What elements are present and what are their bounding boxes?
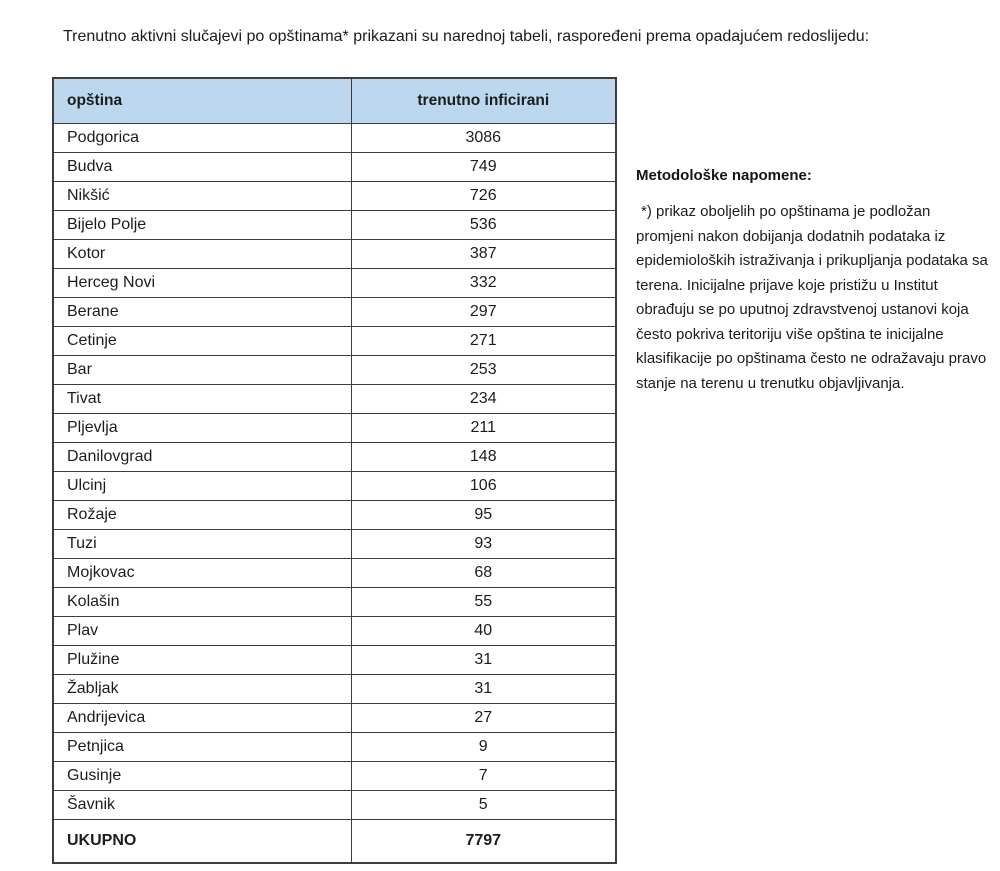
municipality-cell: Plav <box>53 617 351 646</box>
active-cases-table <box>52 77 617 864</box>
table-row <box>53 182 616 211</box>
notes-body: *) prikaz oboljelih po opštinama je podložan promjeni nakon dobijanja dodatnih podataka iz epidemioloških istraživanja i prikupljanja podataka sa terena. Inicijalne prijave koje pristižu u Institut obrađuju se po uputnoj zdravstvenoj ustanovi koja često pokriva teritoriju više opština te inicijalne klasifikacije po opštinama često ne odražavaju pravo stanje na terenu u trenutku objavljivanja. <box>636 203 988 392</box>
table-row <box>53 211 616 240</box>
municipality-cell: Šavnik <box>53 791 351 820</box>
table-row <box>53 472 616 501</box>
total-value: 7797 <box>351 820 616 864</box>
count-cell: 387 <box>351 240 616 269</box>
table-row <box>53 559 616 588</box>
count-cell: 55 <box>351 588 616 617</box>
municipality-cell: Rožaje <box>53 501 351 530</box>
table-row <box>53 327 616 356</box>
count-cell: 253 <box>351 356 616 385</box>
municipality-cell: Herceg Novi <box>53 269 351 298</box>
count-cell: 95 <box>351 501 616 530</box>
count-cell: 749 <box>351 153 616 182</box>
count-cell: 3086 <box>351 124 616 153</box>
table-row <box>53 588 616 617</box>
count-cell: 536 <box>351 211 616 240</box>
table-row <box>53 704 616 733</box>
table-body <box>53 124 616 820</box>
count-cell: 297 <box>351 298 616 327</box>
table-row <box>53 675 616 704</box>
table-row <box>53 617 616 646</box>
table-row <box>53 385 616 414</box>
count-cell: 68 <box>351 559 616 588</box>
municipality-cell: Podgorica <box>53 124 351 153</box>
notes-heading: Metodološke napomene: <box>636 167 812 184</box>
municipality-cell: Ulcinj <box>53 472 351 501</box>
municipality-cell: Petnjica <box>53 733 351 762</box>
table-row <box>53 791 616 820</box>
count-cell: 271 <box>351 327 616 356</box>
municipality-cell: Mojkovac <box>53 559 351 588</box>
table-row <box>53 124 616 153</box>
count-cell: 726 <box>351 182 616 211</box>
count-cell: 31 <box>351 646 616 675</box>
table-row <box>53 414 616 443</box>
municipality-cell: Pljevlja <box>53 414 351 443</box>
municipality-cell: Tivat <box>53 385 351 414</box>
methodology-notes <box>636 167 988 396</box>
table-row <box>53 646 616 675</box>
table-row <box>53 443 616 472</box>
table-header <box>53 78 616 124</box>
table-row <box>53 269 616 298</box>
municipality-cell: Budva <box>53 153 351 182</box>
total-label: UKUPNO <box>53 820 351 864</box>
table-row <box>53 530 616 559</box>
column-header-currently-infected: trenutno inficirani <box>351 78 616 124</box>
municipality-cell: Tuzi <box>53 530 351 559</box>
count-cell: 31 <box>351 675 616 704</box>
count-cell: 211 <box>351 414 616 443</box>
municipality-cell: Bar <box>53 356 351 385</box>
table-footer <box>53 820 616 864</box>
count-cell: 148 <box>351 443 616 472</box>
municipality-cell: Kolašin <box>53 588 351 617</box>
count-cell: 27 <box>351 704 616 733</box>
municipality-cell: Plužine <box>53 646 351 675</box>
table-header-row <box>53 78 616 124</box>
count-cell: 40 <box>351 617 616 646</box>
municipality-cell: Berane <box>53 298 351 327</box>
municipality-cell: Žabljak <box>53 675 351 704</box>
table-row <box>53 298 616 327</box>
municipality-cell: Kotor <box>53 240 351 269</box>
municipality-cell: Nikšić <box>53 182 351 211</box>
municipality-cell: Danilovgrad <box>53 443 351 472</box>
table-row <box>53 501 616 530</box>
count-cell: 9 <box>351 733 616 762</box>
table-row <box>53 153 616 182</box>
count-cell: 5 <box>351 791 616 820</box>
count-cell: 93 <box>351 530 616 559</box>
count-cell: 332 <box>351 269 616 298</box>
count-cell: 106 <box>351 472 616 501</box>
count-cell: 234 <box>351 385 616 414</box>
total-row <box>53 820 616 864</box>
table-row <box>53 762 616 791</box>
count-cell: 7 <box>351 762 616 791</box>
table-row <box>53 240 616 269</box>
table-row <box>53 356 616 385</box>
municipality-cell: Gusinje <box>53 762 351 791</box>
table-row <box>53 733 616 762</box>
municipality-cell: Bijelo Polje <box>53 211 351 240</box>
column-header-municipality: opština <box>53 78 351 124</box>
municipality-cell: Cetinje <box>53 327 351 356</box>
intro-paragraph: Trenutno aktivni slučajevi po opštinama* prikazani su narednoj tabeli, raspoređeni prema opadajućem redoslijedu: <box>63 28 870 45</box>
municipality-cell: Andrijevica <box>53 704 351 733</box>
